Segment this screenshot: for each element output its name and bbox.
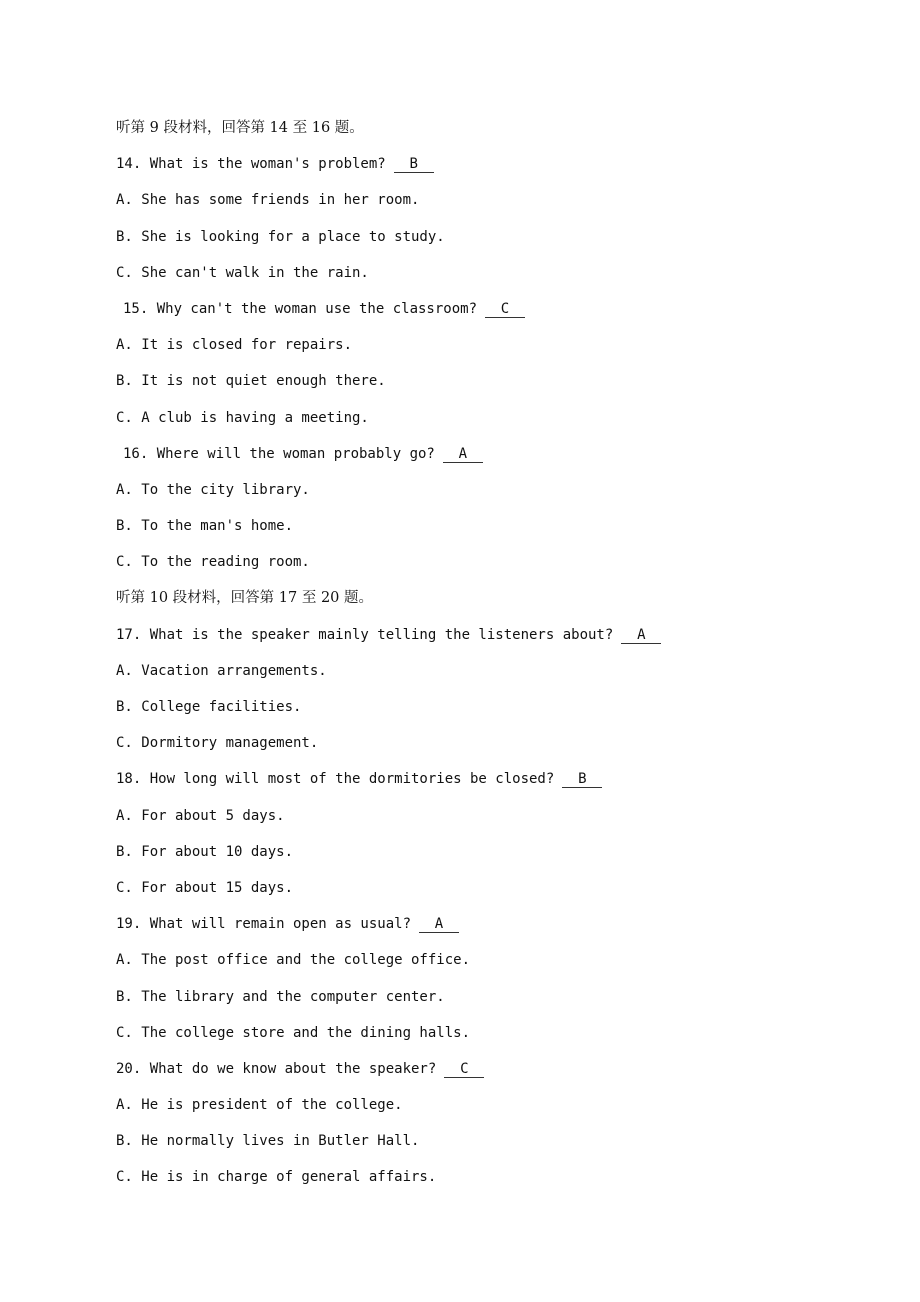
exam-page — [116, 116, 876, 1202]
option: C. To the reading room. — [116, 554, 310, 571]
question-19 — [116, 912, 876, 948]
question-text: 14. What is the woman's problem? — [116, 156, 386, 173]
option: A. It is closed for repairs. — [116, 337, 353, 354]
question-text: 18. How long will most of the dormitories be closed? — [116, 771, 555, 788]
option: C. She can't walk in the rain. — [116, 264, 369, 281]
answer-blank: A — [419, 916, 459, 933]
question-text: 20. What do we know about the speaker? — [116, 1060, 437, 1077]
option: C. A club is having a meeting. — [116, 409, 369, 426]
answer-blank: B — [562, 771, 602, 788]
answer-blank: A — [443, 446, 483, 463]
question-text: 15. Why can't the woman use the classroom? — [123, 300, 478, 317]
question-14 — [116, 152, 876, 188]
answer-blank: A — [621, 627, 661, 644]
question-15 — [116, 297, 876, 333]
question-text: 19. What will remain open as usual? — [116, 916, 412, 933]
question-text: 17. What is the speaker mainly telling the listeners about? — [116, 626, 614, 643]
option: B. She is looking for a place to study. — [116, 228, 445, 245]
option: C. He is in charge of general affairs. — [116, 1169, 437, 1186]
question-16 — [116, 442, 876, 478]
option: C. Dormitory management. — [116, 735, 319, 752]
option: A. Vacation arrangements. — [116, 662, 327, 679]
option: B. The library and the computer center. — [116, 988, 445, 1005]
question-17 — [116, 623, 876, 659]
section-heading: 听第 9 段材料，回答第 14 至 16 题。 — [116, 120, 364, 136]
option: C. For about 15 days. — [116, 879, 294, 896]
option: C. The college store and the dining halls. — [116, 1024, 471, 1041]
option: A. To the city library. — [116, 481, 310, 498]
question-text: 16. Where will the woman probably go? — [123, 445, 435, 462]
option: A. The post office and the college office. — [116, 952, 471, 969]
option: B. To the man's home. — [116, 518, 294, 535]
option: A. For about 5 days. — [116, 807, 285, 824]
question-20 — [116, 1057, 876, 1093]
option: A. He is president of the college. — [116, 1097, 403, 1114]
answer-blank: B — [394, 156, 434, 173]
section-heading: 听第 10 段材料，回答第 17 至 20 题。 — [116, 590, 374, 607]
option: B. College facilities. — [116, 699, 302, 715]
question-18 — [116, 767, 876, 803]
option: A. She has some friends in her room. — [116, 192, 420, 209]
option: B. It is not quiet enough there. — [116, 373, 386, 390]
option: B. He normally lives in Butler Hall. — [116, 1133, 420, 1150]
option: B. For about 10 days. — [116, 843, 294, 860]
answer-blank: C — [485, 301, 525, 318]
answer-blank: C — [444, 1061, 484, 1078]
